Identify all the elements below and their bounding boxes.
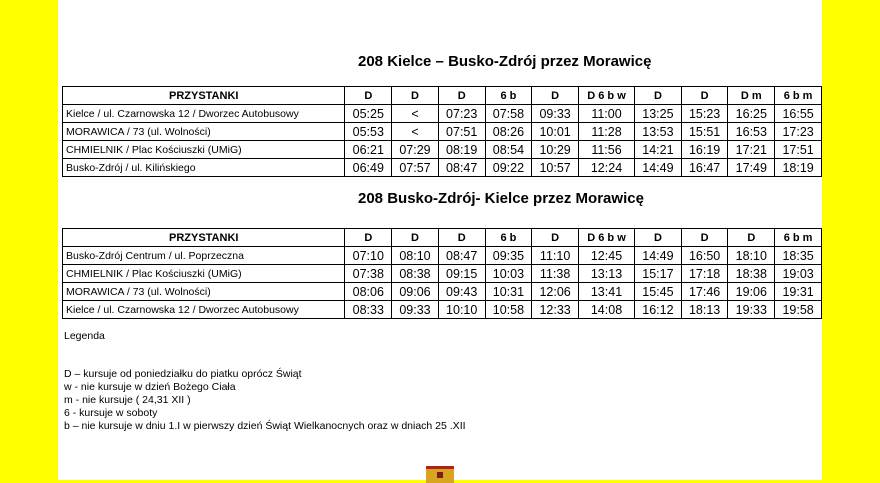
departure-time: 08:06	[345, 283, 392, 301]
departure-time: 06:49	[345, 159, 392, 177]
departure-time: 12:24	[578, 159, 634, 177]
departure-time: 17:21	[728, 141, 775, 159]
stop-name: CHMIELNIK / Plac Kościuszki (UMiG)	[63, 265, 345, 283]
table-row	[63, 159, 822, 177]
departure-time: 09:43	[438, 283, 485, 301]
departure-time: 15:23	[681, 105, 728, 123]
departure-time: 07:58	[485, 105, 532, 123]
stop-name: CHMIELNIK / Plac Kościuszki (UMiG)	[63, 141, 345, 159]
header-col: D	[392, 229, 439, 247]
departure-time: 13:13	[578, 265, 634, 283]
departure-time: 10:58	[485, 301, 532, 319]
departure-time: 16:12	[635, 301, 682, 319]
departure-time: 11:00	[578, 105, 634, 123]
departure-time: 16:55	[775, 105, 822, 123]
departure-time: 19:33	[728, 301, 775, 319]
departure-time: 11:28	[578, 123, 634, 141]
departure-time: 16:53	[728, 123, 775, 141]
departure-time: 19:06	[728, 283, 775, 301]
legend-item: b – nie kursuje w dniu 1.I w pierwszy dzień Świąt Wielkanocnych oraz w dniach 25 .XII	[64, 420, 466, 432]
timetable-kielce-busko	[62, 86, 822, 177]
table2-header-row	[63, 229, 822, 247]
departure-time: 17:51	[775, 141, 822, 159]
departure-time: 08:47	[438, 247, 485, 265]
legend-item: w - nie kursuje w dzień Bożego Ciała	[64, 381, 236, 393]
departure-time: 17:18	[681, 265, 728, 283]
departure-time: 09:33	[392, 301, 439, 319]
departure-time: 14:49	[635, 247, 682, 265]
departure-time: 07:38	[345, 265, 392, 283]
departure-time: 12:33	[532, 301, 579, 319]
departure-time: 08:47	[438, 159, 485, 177]
departure-time: 19:03	[775, 265, 822, 283]
header-col: D	[635, 229, 682, 247]
departure-time: 10:01	[532, 123, 579, 141]
header-col: 6 b	[485, 229, 532, 247]
table-row	[63, 105, 822, 123]
departure-time: 13:53	[635, 123, 682, 141]
departure-time: 10:10	[438, 301, 485, 319]
table1-title: 208 Kielce – Busko-Zdrój przez Morawicę	[358, 53, 652, 70]
departure-time: 13:25	[635, 105, 682, 123]
timetable-busko-kielce	[62, 228, 822, 319]
header-stops: PRZYSTANKI	[63, 87, 345, 105]
departure-time: 08:38	[392, 265, 439, 283]
departure-time: 08:33	[345, 301, 392, 319]
departure-time: 17:46	[681, 283, 728, 301]
departure-time: 18:13	[681, 301, 728, 319]
departure-time: 18:10	[728, 247, 775, 265]
departure-time: 09:15	[438, 265, 485, 283]
header-stops: PRZYSTANKI	[63, 229, 345, 247]
departure-time: 19:31	[775, 283, 822, 301]
stop-name: MORAWICA / 73 (ul. Wolności)	[63, 283, 345, 301]
departure-time: 07:10	[345, 247, 392, 265]
stop-name: Kielce / ul. Czarnowska 12 / Dworzec Autobusowy	[63, 105, 345, 123]
departure-time: 17:49	[728, 159, 775, 177]
departure-time: 05:25	[345, 105, 392, 123]
header-col: D	[635, 87, 682, 105]
departure-time: 15:45	[635, 283, 682, 301]
departure-time: 16:50	[681, 247, 728, 265]
table-row	[63, 283, 822, 301]
departure-time: 17:23	[775, 123, 822, 141]
stop-name: MORAWICA / 73 (ul. Wolności)	[63, 123, 345, 141]
stop-name: Busko-Zdrój Centrum / ul. Poprzeczna	[63, 247, 345, 265]
header-col: D 6 b w	[578, 87, 634, 105]
header-col: D	[438, 87, 485, 105]
table-row	[63, 247, 822, 265]
departure-time: 15:51	[681, 123, 728, 141]
departure-time: 09:35	[485, 247, 532, 265]
stop-name: Kielce / ul. Czarnowska 12 / Dworzec Autobusowy	[63, 301, 345, 319]
departure-time: 10:03	[485, 265, 532, 283]
departure-time: 09:22	[485, 159, 532, 177]
departure-time: 09:33	[532, 105, 579, 123]
departure-time: <	[392, 123, 439, 141]
departure-time: 14:08	[578, 301, 634, 319]
departure-time: 08:54	[485, 141, 532, 159]
departure-time: 15:17	[635, 265, 682, 283]
departure-time: 10:29	[532, 141, 579, 159]
departure-time: 10:57	[532, 159, 579, 177]
departure-time: 16:25	[728, 105, 775, 123]
legend-item: m - nie kursuje ( 24,31 XII )	[64, 394, 191, 406]
departure-time: 08:10	[392, 247, 439, 265]
departure-time: <	[392, 105, 439, 123]
departure-time: 11:38	[532, 265, 579, 283]
legend-title: Legenda	[64, 330, 105, 342]
table-row	[63, 141, 822, 159]
header-col: D	[728, 229, 775, 247]
departure-time: 09:06	[392, 283, 439, 301]
header-col: 6 b	[485, 87, 532, 105]
table-row	[63, 301, 822, 319]
header-col: D	[438, 229, 485, 247]
header-col: D	[345, 87, 392, 105]
departure-time: 14:21	[635, 141, 682, 159]
legend	[64, 330, 466, 433]
header-col: D m	[728, 87, 775, 105]
header-col: D	[532, 229, 579, 247]
table-row	[63, 265, 822, 283]
departure-time: 07:57	[392, 159, 439, 177]
timetable-page	[58, 0, 822, 480]
header-col: D 6 b w	[578, 229, 634, 247]
header-col: 6 b m	[775, 87, 822, 105]
departure-time: 06:21	[345, 141, 392, 159]
table-row	[63, 123, 822, 141]
departure-time: 08:26	[485, 123, 532, 141]
legend-item: D – kursuje od poniedziałku do piatku oprócz Świąt	[64, 368, 302, 380]
departure-time: 07:51	[438, 123, 485, 141]
departure-time: 18:19	[775, 159, 822, 177]
departure-time: 11:10	[532, 247, 579, 265]
departure-time: 10:31	[485, 283, 532, 301]
departure-time: 12:45	[578, 247, 634, 265]
departure-time: 18:35	[775, 247, 822, 265]
stop-name: Busko-Zdrój / ul. Kilińskiego	[63, 159, 345, 177]
departure-time: 14:49	[635, 159, 682, 177]
departure-time: 13:41	[578, 283, 634, 301]
header-col: D	[681, 229, 728, 247]
header-col: D	[345, 229, 392, 247]
departure-time: 16:47	[681, 159, 728, 177]
departure-time: 11:56	[578, 141, 634, 159]
header-col: D	[532, 87, 579, 105]
departure-time: 07:29	[392, 141, 439, 159]
departure-time: 12:06	[532, 283, 579, 301]
departure-time: 16:19	[681, 141, 728, 159]
departure-time: 05:53	[345, 123, 392, 141]
departure-time: 07:23	[438, 105, 485, 123]
departure-time: 18:38	[728, 265, 775, 283]
legend-item: 6 - kursuje w soboty	[64, 407, 158, 419]
table2-title: 208 Busko-Zdrój- Kielce przez Morawicę	[358, 190, 644, 207]
table1-header-row	[63, 87, 822, 105]
coat-of-arms-icon	[426, 466, 454, 483]
departure-time: 08:19	[438, 141, 485, 159]
header-col: 6 b m	[775, 229, 822, 247]
header-col: D	[392, 87, 439, 105]
departure-time: 19:58	[775, 301, 822, 319]
header-col: D	[681, 87, 728, 105]
